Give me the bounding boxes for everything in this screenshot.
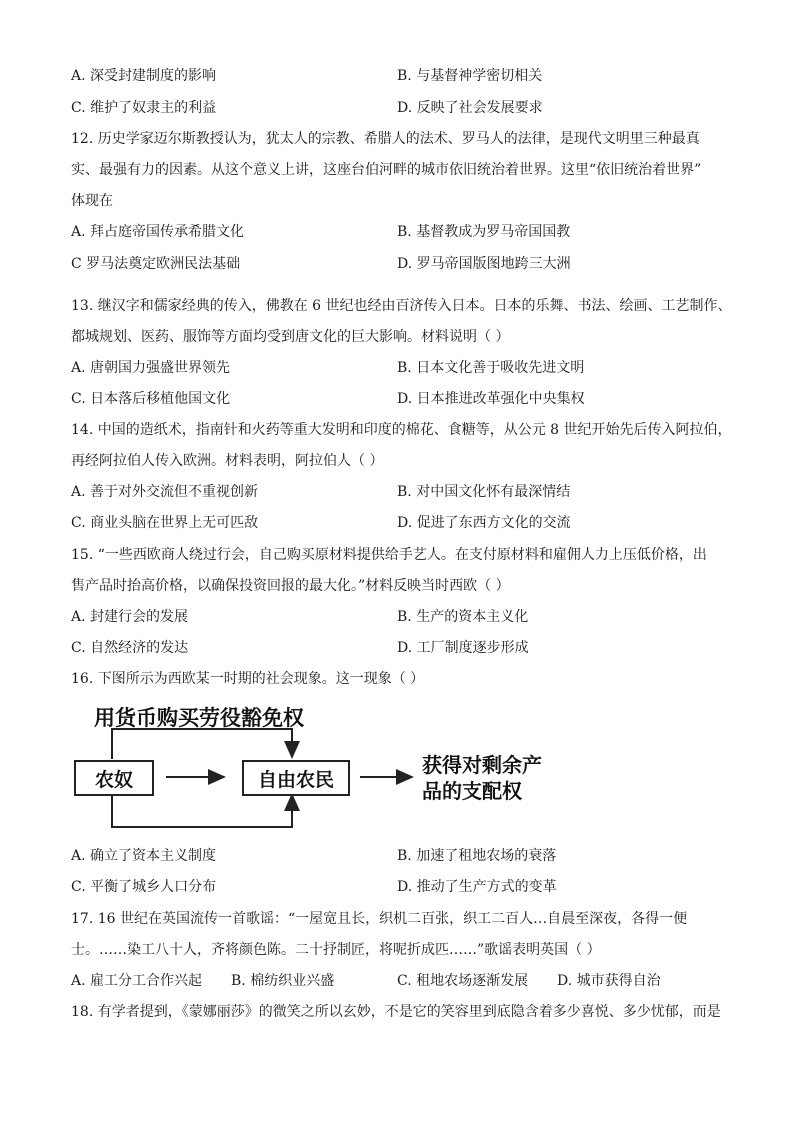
q14-option-c: C. 商业头脑在世界上无可匹敌	[71, 515, 259, 531]
q15-option-d: D. 工厂制度逐步形成	[397, 640, 529, 656]
diagram-box-free-peasant	[242, 760, 350, 796]
q12-option-a: A. 拜占庭帝国传承希腊文化	[71, 224, 245, 240]
q11-option-b: B. 与基督神学密切相关	[397, 68, 543, 84]
q16-stem: 16. 下图所示为西欧某一时期的社会现象。这一现象（ ）	[71, 671, 425, 687]
q13-option-d: D. 日本推进改革强化中央集权	[397, 391, 585, 407]
q12-option-b: B. 基督教成为罗马帝国国教	[397, 224, 571, 240]
diagram-result-line2: 品的支配权	[422, 779, 522, 803]
top-loop-arrow	[112, 729, 292, 759]
q14-stem-line1: 14. 中国的造纸术，指南针和火药等重大发明和印度的棉花、食糖等，从公元 8 世纪开始先后传入阿拉伯，	[71, 422, 732, 438]
diagram-box-serf-label: 农奴	[94, 768, 133, 791]
q13-option-a: A. 唐朝国力强盛世界领先	[71, 360, 231, 376]
q14-option-a: A. 善于对外交流但不重视创新	[71, 484, 259, 500]
q12-option-c: C 罗马法奠定欧洲民法基础	[71, 256, 241, 272]
q17-option-b: B. 棉纺织业兴盛	[231, 973, 335, 989]
q16-option-b: B. 加速了租地农场的衰落	[397, 848, 557, 864]
q17-stem-line1: 17. 16 世纪在英国流传一首歌谣：“一屋宽且长，织机二百张，织工二百人…自晨至深夜，各得一便	[71, 911, 688, 927]
q13-stem-line1: 13. 继汉字和儒家经典的传入，佛教在 6 世纪也经由百济传入日本。日本的乐舞、书法、绘画、工艺制作、	[71, 298, 732, 314]
q15-option-a: A. 封建行会的发展	[71, 609, 189, 625]
diagram-box-serf	[74, 760, 154, 796]
q15-stem-line1: 15. “一些西欧商人绕过行会，自己购买原材料提供给手艺人。在支付原材料和雇佣人力上压低价格，出	[71, 547, 707, 563]
q17-option-a: A. 雇工分工合作兴起	[71, 973, 203, 989]
q15-option-c: C. 自然经济的发达	[71, 640, 189, 656]
q16-option-a: A. 确立了资本主义制度	[71, 848, 217, 864]
q13-option-b: B. 日本文化善于吸收先进文明	[397, 360, 585, 376]
q17-option-c: C. 租地农场逐渐发展	[397, 973, 529, 989]
q17-stem-line2: 士。……染工八十人，齐将颜色陈。二十抒制匠，将呢折成匹……”歌谣表明英国（ ）	[71, 942, 601, 958]
q15-option-b: B. 生产的资本主义化	[397, 609, 529, 625]
q11-option-c: C. 维护了奴隶主的利益	[71, 100, 217, 116]
q16-option-d: D. 推动了生产方式的变革	[397, 879, 557, 895]
diagram-top-label: 用货币购买劳役豁免权	[94, 706, 304, 730]
diagram-box-free-peasant-label: 自由农民	[257, 768, 334, 791]
diagram-result-line1: 获得对剩余产	[422, 753, 542, 777]
q14-option-b: B. 对中国文化怀有最深情结	[397, 484, 571, 500]
q16-option-c: C. 平衡了城乡人口分布	[71, 879, 217, 895]
q12-stem-line2: 实、最强有力的因素。从这个意义上讲，这座台伯河畔的城市依旧统治着世界。这里“依旧统治着世界”	[71, 162, 702, 178]
q12-stem-line1: 12. 历史学家迈尔斯教授认为，犹太人的宗教、希腊人的法术、罗马人的法律，是现代文明里三种最真	[71, 131, 700, 147]
q13-option-c: C. 日本落后移植他国文化	[71, 391, 231, 407]
q15-stem-line2: 售产品时抬高价格，以确保投资回报的最大化。”材料反映当时西欧（ ）	[71, 578, 510, 594]
q18-stem-line1: 18. 有学者提到，《蒙娜丽莎》的微笑之所以玄妙，不是它的笑容里到底隐含着多少喜悦、多少忧郁，而是	[71, 1004, 721, 1020]
q13-stem-line2: 都城规划、医药、服饰等方面均受到唐文化的巨大影响。材料说明（ ）	[71, 329, 510, 345]
q16-diagram	[72, 702, 562, 837]
q14-option-d: D. 促进了东西方文化的交流	[397, 515, 571, 531]
q11-option-d: D. 反映了社会发展要求	[397, 100, 543, 116]
bottom-loop-arrow	[112, 795, 292, 827]
q14-stem-line2: 再经阿拉伯人传入欧洲。材料表明，阿拉伯人（ ）	[71, 453, 384, 469]
q17-option-d: D. 城市获得自治	[557, 973, 661, 989]
q11-option-a: A. 深受封建制度的影响	[71, 68, 217, 84]
q12-stem-line3: 体现在	[71, 193, 113, 209]
q12-option-d: D. 罗马帝国版图地跨三大洲	[397, 256, 571, 272]
